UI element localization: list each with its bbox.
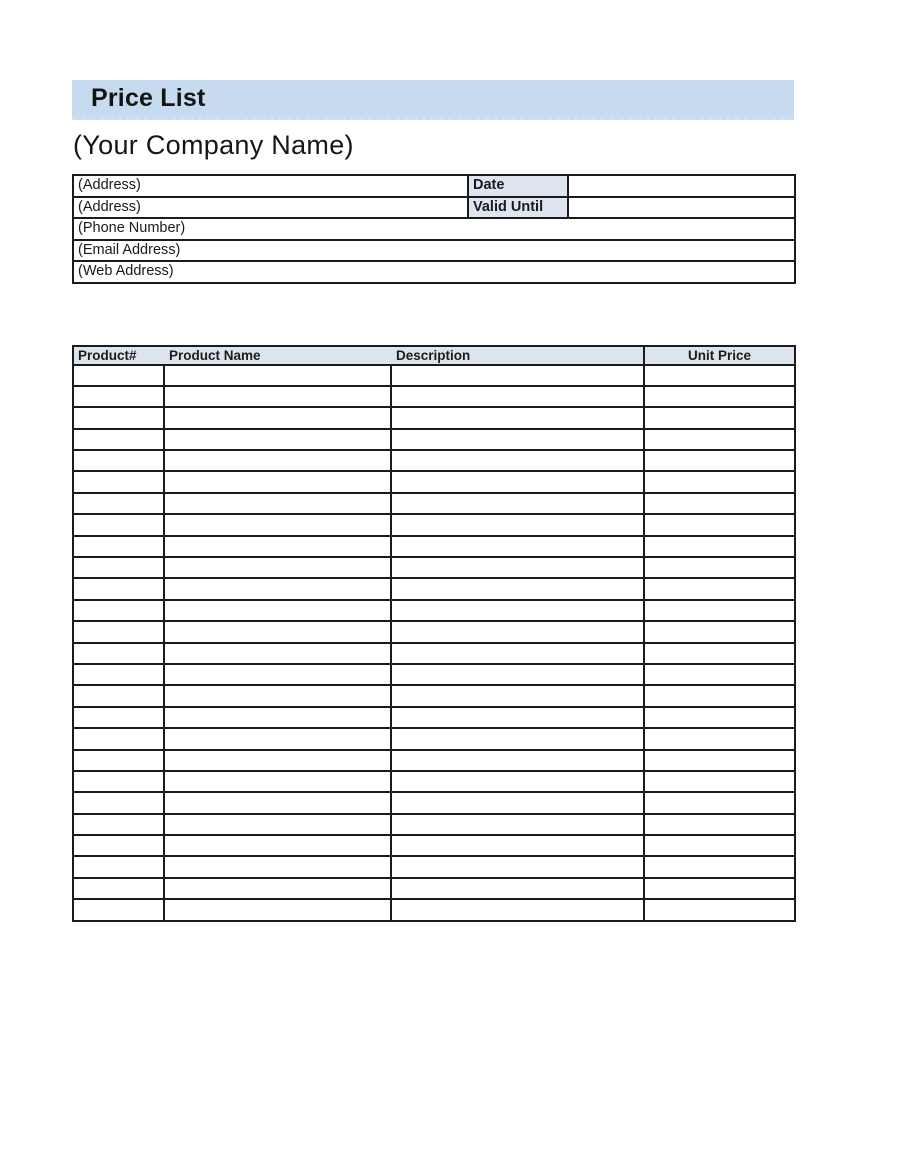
description-cell[interactable] bbox=[391, 407, 644, 428]
table-row bbox=[73, 514, 795, 535]
description-cell[interactable] bbox=[391, 750, 644, 771]
company-info-table bbox=[72, 174, 796, 284]
date-value-cell[interactable] bbox=[568, 175, 795, 197]
table-row bbox=[73, 557, 795, 578]
description-cell[interactable] bbox=[391, 493, 644, 514]
product-number-cell[interactable] bbox=[73, 557, 164, 578]
unit-price-cell[interactable] bbox=[644, 557, 795, 578]
product-number-cell[interactable] bbox=[73, 600, 164, 621]
table-row bbox=[73, 578, 795, 599]
unit-price-cell[interactable] bbox=[644, 856, 795, 877]
page-title: Price List bbox=[91, 84, 206, 112]
table-row bbox=[73, 175, 795, 197]
description-cell[interactable] bbox=[391, 429, 644, 450]
description-cell[interactable] bbox=[391, 728, 644, 749]
unit-price-cell[interactable] bbox=[644, 578, 795, 599]
product-name-cell[interactable] bbox=[164, 621, 391, 642]
unit-price-cell[interactable] bbox=[644, 429, 795, 450]
product-name-cell[interactable] bbox=[164, 664, 391, 685]
product-name-cell[interactable] bbox=[164, 728, 391, 749]
phone-field[interactable]: (Phone Number) bbox=[73, 218, 795, 240]
description-cell[interactable] bbox=[391, 621, 644, 642]
product-name-cell[interactable] bbox=[164, 600, 391, 621]
unit-price-cell[interactable] bbox=[644, 514, 795, 535]
product-name-cell[interactable] bbox=[164, 536, 391, 557]
valid-until-value-cell[interactable] bbox=[568, 197, 795, 219]
table-row bbox=[73, 600, 795, 621]
description-cell[interactable] bbox=[391, 771, 644, 792]
description-cell[interactable] bbox=[391, 899, 644, 920]
product-number-cell[interactable] bbox=[73, 536, 164, 557]
product-name-cell[interactable] bbox=[164, 750, 391, 771]
table-row bbox=[73, 878, 795, 899]
description-cell[interactable] bbox=[391, 578, 644, 599]
product-name-cell[interactable] bbox=[164, 578, 391, 599]
product-number-cell[interactable] bbox=[73, 365, 164, 386]
description-cell[interactable] bbox=[391, 685, 644, 706]
unit-price-cell[interactable] bbox=[644, 664, 795, 685]
table-row bbox=[73, 471, 795, 492]
table-row bbox=[73, 899, 795, 920]
product-number-cell[interactable] bbox=[73, 685, 164, 706]
product-number-cell[interactable] bbox=[73, 707, 164, 728]
product-name-cell[interactable] bbox=[164, 707, 391, 728]
description-cell[interactable] bbox=[391, 878, 644, 899]
table-row bbox=[73, 536, 795, 557]
table-row bbox=[73, 386, 795, 407]
description-cell[interactable] bbox=[391, 792, 644, 813]
product-number-cell[interactable] bbox=[73, 771, 164, 792]
product-name-cell[interactable] bbox=[164, 835, 391, 856]
product-name-cell[interactable] bbox=[164, 557, 391, 578]
web-field[interactable]: (Web Address) bbox=[73, 261, 795, 283]
product-number-cell[interactable] bbox=[73, 792, 164, 813]
table-row bbox=[73, 835, 795, 856]
description-cell[interactable] bbox=[391, 707, 644, 728]
unit-price-cell[interactable] bbox=[644, 750, 795, 771]
product-table bbox=[72, 345, 796, 922]
description-cell[interactable] bbox=[391, 664, 644, 685]
product-number-cell[interactable] bbox=[73, 814, 164, 835]
email-field[interactable]: (Email Address) bbox=[73, 240, 795, 262]
unit-price-cell[interactable] bbox=[644, 600, 795, 621]
description-cell[interactable] bbox=[391, 514, 644, 535]
product-name-cell[interactable] bbox=[164, 365, 391, 386]
product-name-cell[interactable] bbox=[164, 643, 391, 664]
unit-price-cell[interactable] bbox=[644, 471, 795, 492]
table-row bbox=[73, 707, 795, 728]
unit-price-cell[interactable] bbox=[644, 835, 795, 856]
product-number-cell[interactable] bbox=[73, 664, 164, 685]
date-label: Date bbox=[468, 175, 568, 197]
description-cell[interactable] bbox=[391, 365, 644, 386]
product-table-body bbox=[73, 365, 795, 921]
product-name-cell[interactable] bbox=[164, 771, 391, 792]
description-cell[interactable] bbox=[391, 386, 644, 407]
table-row bbox=[73, 685, 795, 706]
table-row bbox=[73, 429, 795, 450]
table-row bbox=[73, 261, 795, 283]
column-header-description: Description bbox=[391, 346, 644, 365]
product-number-cell[interactable] bbox=[73, 578, 164, 599]
address-field-1[interactable]: (Address) bbox=[73, 175, 468, 197]
product-name-cell[interactable] bbox=[164, 792, 391, 813]
description-cell[interactable] bbox=[391, 856, 644, 877]
column-header-unit-price: Unit Price bbox=[644, 346, 795, 365]
unit-price-cell[interactable] bbox=[644, 685, 795, 706]
product-name-cell[interactable] bbox=[164, 685, 391, 706]
table-row bbox=[73, 407, 795, 428]
product-name-cell[interactable] bbox=[164, 407, 391, 428]
product-number-cell[interactable] bbox=[73, 643, 164, 664]
product-number-cell[interactable] bbox=[73, 835, 164, 856]
product-number-cell[interactable] bbox=[73, 386, 164, 407]
unit-price-cell[interactable] bbox=[644, 621, 795, 642]
product-name-cell[interactable] bbox=[164, 429, 391, 450]
description-cell[interactable] bbox=[391, 814, 644, 835]
table-row bbox=[73, 197, 795, 219]
table-row bbox=[73, 493, 795, 514]
table-row bbox=[73, 218, 795, 240]
product-number-cell[interactable] bbox=[73, 514, 164, 535]
product-name-cell[interactable] bbox=[164, 814, 391, 835]
description-cell[interactable] bbox=[391, 536, 644, 557]
unit-price-cell[interactable] bbox=[644, 899, 795, 920]
product-number-cell[interactable] bbox=[73, 750, 164, 771]
unit-price-cell[interactable] bbox=[644, 771, 795, 792]
unit-price-cell[interactable] bbox=[644, 365, 795, 386]
product-name-cell[interactable] bbox=[164, 450, 391, 471]
product-number-cell[interactable] bbox=[73, 621, 164, 642]
address-field-2[interactable]: (Address) bbox=[73, 197, 468, 219]
unit-price-cell[interactable] bbox=[644, 386, 795, 407]
product-name-cell[interactable] bbox=[164, 899, 391, 920]
product-name-cell[interactable] bbox=[164, 878, 391, 899]
product-number-cell[interactable] bbox=[73, 450, 164, 471]
unit-price-cell[interactable] bbox=[644, 643, 795, 664]
table-row bbox=[73, 814, 795, 835]
product-number-cell[interactable] bbox=[73, 728, 164, 749]
product-number-cell[interactable] bbox=[73, 856, 164, 877]
description-cell[interactable] bbox=[391, 835, 644, 856]
column-header-product-number: Product# bbox=[73, 346, 164, 365]
product-number-cell[interactable] bbox=[73, 899, 164, 920]
description-cell[interactable] bbox=[391, 557, 644, 578]
table-row bbox=[73, 750, 795, 771]
description-cell[interactable] bbox=[391, 600, 644, 621]
unit-price-cell[interactable] bbox=[644, 707, 795, 728]
unit-price-cell[interactable] bbox=[644, 536, 795, 557]
table-row bbox=[73, 771, 795, 792]
table-row bbox=[73, 621, 795, 642]
product-name-cell[interactable] bbox=[164, 856, 391, 877]
product-number-cell[interactable] bbox=[73, 493, 164, 514]
product-number-cell[interactable] bbox=[73, 878, 164, 899]
product-number-cell[interactable] bbox=[73, 407, 164, 428]
unit-price-cell[interactable] bbox=[644, 450, 795, 471]
unit-price-cell[interactable] bbox=[644, 728, 795, 749]
product-name-cell[interactable] bbox=[164, 386, 391, 407]
table-row bbox=[73, 856, 795, 877]
valid-until-label: Valid Until bbox=[468, 197, 568, 219]
table-row bbox=[73, 365, 795, 386]
unit-price-cell[interactable] bbox=[644, 878, 795, 899]
unit-price-cell[interactable] bbox=[644, 792, 795, 813]
company-name-field[interactable]: (Your Company Name) bbox=[73, 130, 354, 160]
unit-price-cell[interactable] bbox=[644, 814, 795, 835]
description-cell[interactable] bbox=[391, 643, 644, 664]
table-row bbox=[73, 450, 795, 471]
product-name-cell[interactable] bbox=[164, 493, 391, 514]
column-header-product-name: Product Name bbox=[164, 346, 391, 365]
description-cell[interactable] bbox=[391, 450, 644, 471]
product-name-cell[interactable] bbox=[164, 514, 391, 535]
product-table-header-row bbox=[73, 346, 795, 365]
product-name-cell[interactable] bbox=[164, 471, 391, 492]
table-row bbox=[73, 728, 795, 749]
unit-price-cell[interactable] bbox=[644, 493, 795, 514]
description-cell[interactable] bbox=[391, 471, 644, 492]
table-row bbox=[73, 664, 795, 685]
table-row bbox=[73, 240, 795, 262]
table-row bbox=[73, 643, 795, 664]
unit-price-cell[interactable] bbox=[644, 407, 795, 428]
product-number-cell[interactable] bbox=[73, 471, 164, 492]
product-number-cell[interactable] bbox=[73, 429, 164, 450]
title-band bbox=[72, 80, 794, 120]
table-row bbox=[73, 792, 795, 813]
